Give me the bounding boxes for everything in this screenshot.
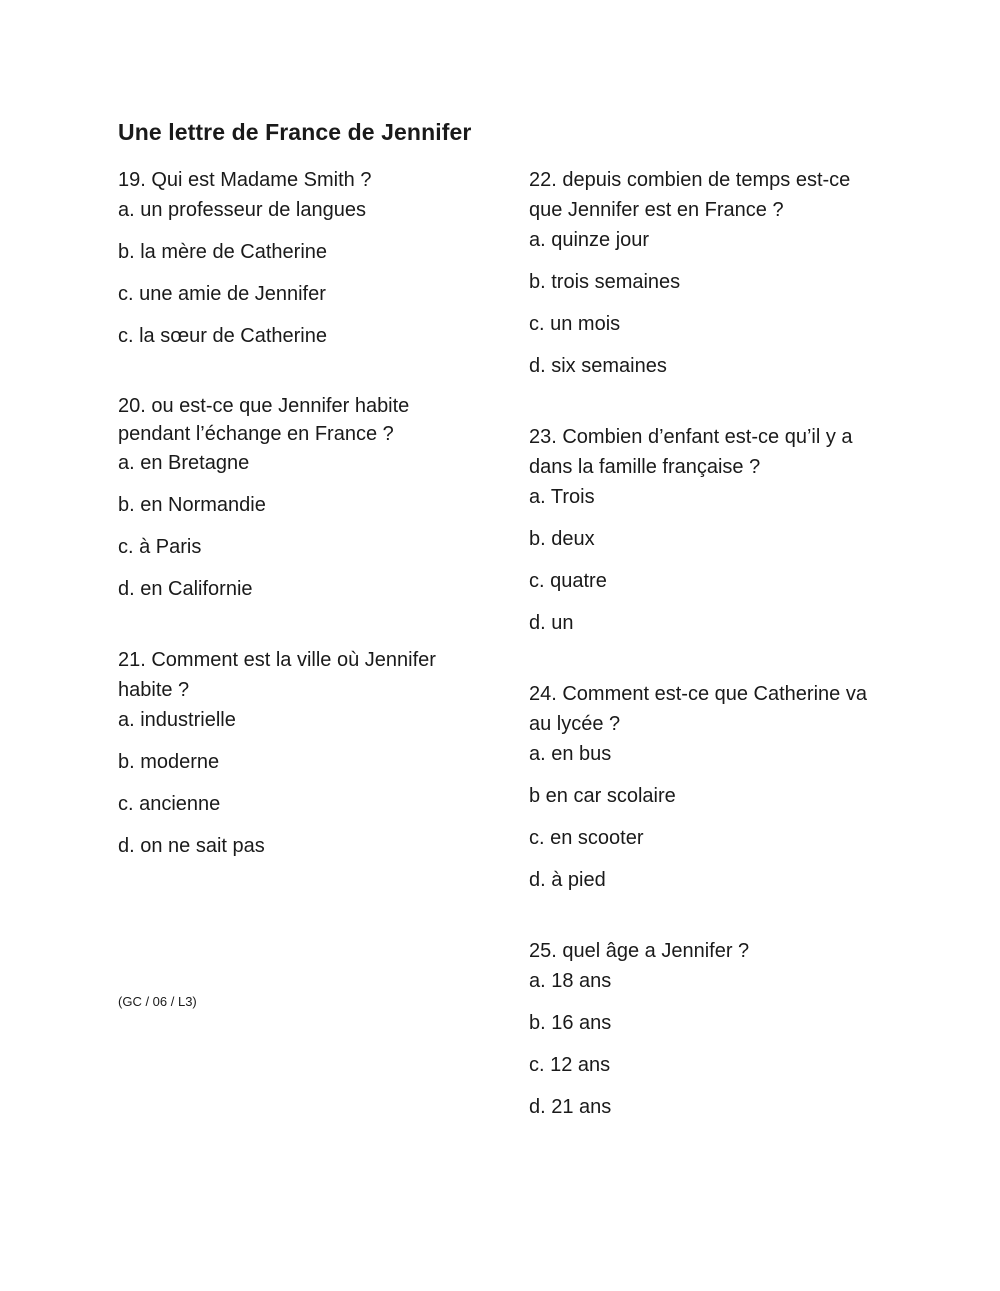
option-b: b en car scolaire (529, 785, 676, 807)
question-text: 21. Comment est la ville où Jennifer habite ? (118, 649, 436, 701)
question-19 (118, 165, 478, 363)
option-a: a. en bus (529, 743, 612, 765)
options-list (118, 195, 478, 363)
option-c: c. un mois (529, 313, 621, 335)
option-c: c. une amie de Jennifer (118, 283, 326, 305)
spacer (118, 363, 478, 392)
option-d: d. en Californie (118, 578, 253, 600)
options-list (529, 225, 889, 393)
option-b: b. la mère de Catherine (118, 241, 328, 263)
question-21 (118, 645, 478, 873)
option-b: b. 16 ans (529, 1012, 612, 1034)
option-a: a. industrielle (118, 709, 236, 731)
question-text: 25. quel âge a Jennifer ? (529, 940, 750, 962)
right-column (529, 165, 889, 1134)
question-20 (118, 392, 478, 616)
question-23 (529, 422, 889, 650)
spacer (529, 650, 889, 679)
option-b: b. deux (529, 528, 595, 550)
option-b: b. moderne (118, 751, 220, 773)
option-c: c. ancienne (118, 793, 221, 815)
option-a: a. Trois (529, 486, 595, 508)
option-c: c. à Paris (118, 536, 202, 558)
left-column (118, 165, 478, 873)
option-a: a. un professeur de langues (118, 199, 366, 221)
option-d: d. on ne sait pas (118, 835, 265, 857)
spacer (118, 616, 478, 645)
question-25 (529, 936, 889, 1134)
question-text: 23. Combien d’enfant est-ce qu’il y a dans la famille française ? (529, 426, 853, 478)
option-a: a. 18 ans (529, 970, 612, 992)
options-list (529, 966, 889, 1134)
option-c: c. quatre (529, 570, 607, 592)
option-d: d. 21 ans (529, 1096, 612, 1118)
page-title: Une lettre de France de Jennifer (118, 119, 472, 145)
options-list (118, 448, 478, 616)
option-b: b. trois semaines (529, 271, 681, 293)
question-22 (529, 165, 889, 393)
question-text: 19. Qui est Madame Smith ? (118, 169, 372, 191)
option-d: d. à pied (529, 869, 606, 891)
option-d: d. six semaines (529, 355, 667, 377)
option-c: c. en scooter (529, 827, 644, 849)
question-text: 22. depuis combien de temps est-ce que Jennifer est en France ? (529, 169, 851, 221)
options-list (529, 482, 889, 650)
options-list (529, 739, 889, 907)
option-d: d. un (529, 612, 574, 634)
option-c: c. 12 ans (529, 1054, 611, 1076)
options-list (118, 705, 478, 873)
question-text: 20. ou est-ce que Jennifer habite pendant l’échange en France ? (118, 395, 410, 445)
spacer (529, 393, 889, 422)
option-a: a. quinze jour (529, 229, 650, 251)
option-a: a. en Bretagne (118, 452, 250, 474)
question-24 (529, 679, 889, 907)
option-b: b. en Normandie (118, 494, 266, 516)
option-d: c. la sœur de Catherine (118, 325, 327, 347)
question-text: 24. Comment est-ce que Catherine va au lycée ? (529, 683, 867, 735)
document-code: (GC / 06 / L3) (118, 994, 197, 1009)
spacer (529, 907, 889, 936)
